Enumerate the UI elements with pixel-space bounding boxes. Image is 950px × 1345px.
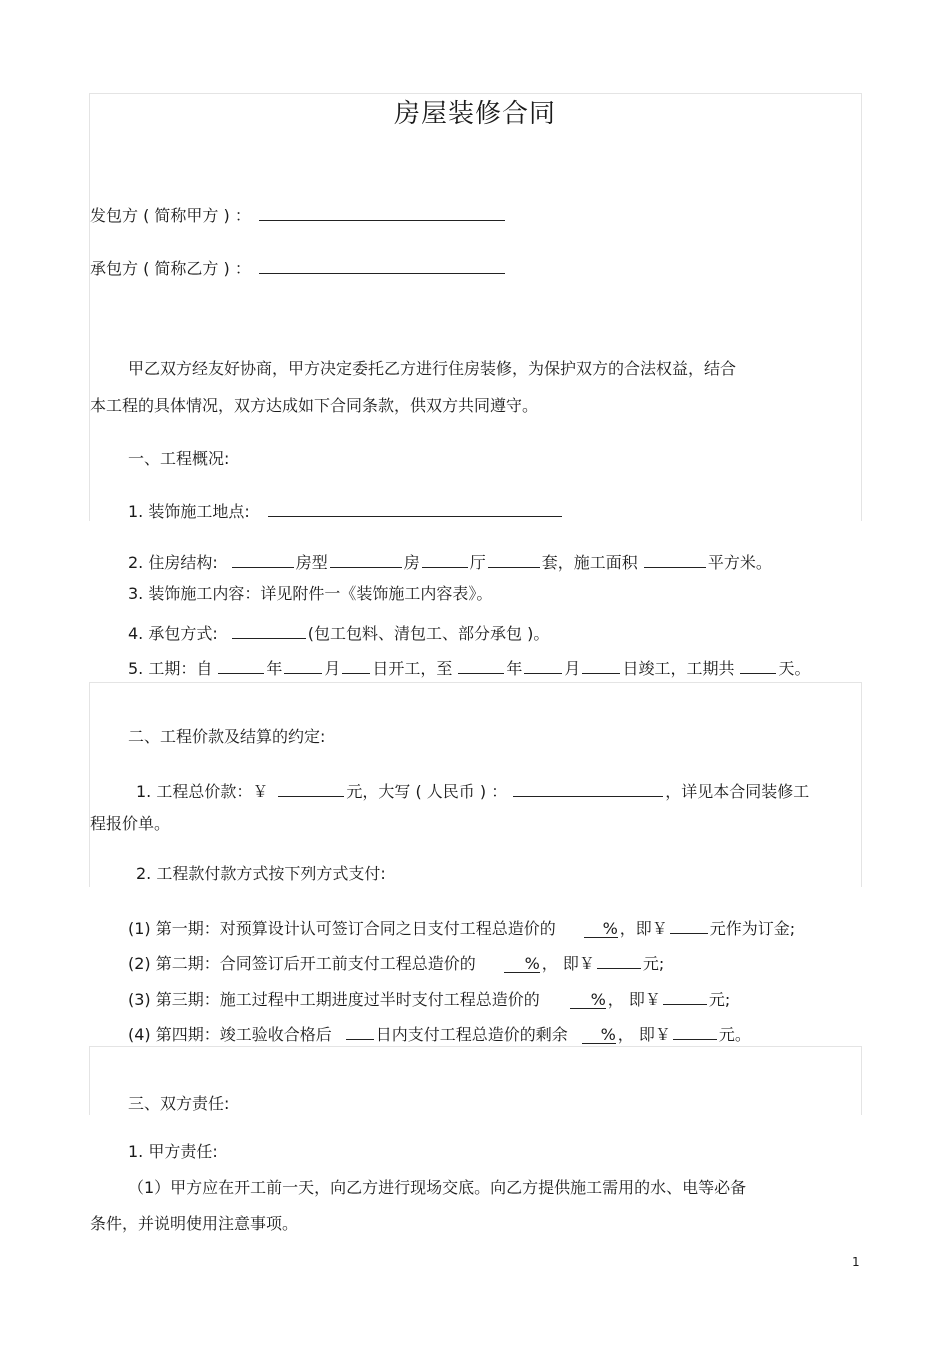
item-1-location bbox=[128, 500, 564, 520]
payment-intro: 2. 工程款付款方式按下列方式支付: bbox=[136, 864, 386, 883]
total-price-label: 1. 工程总价款：￥ bbox=[136, 782, 269, 801]
total-price-line-2: 程报价单。 bbox=[90, 814, 171, 833]
party-b-label: 承包方 ( 简称乙方 ) ： bbox=[90, 259, 251, 278]
item-5-schedule bbox=[128, 657, 810, 677]
schedule-label: 5. 工期：自 bbox=[128, 659, 213, 678]
duration-label: 天。 bbox=[778, 659, 811, 678]
total-price-words-label: 元，大写 ( 人民币 ) ： bbox=[346, 782, 508, 801]
phase-4-unit-label: 元。 bbox=[718, 1025, 751, 1044]
phase-4-percent-sign: % bbox=[600, 1025, 616, 1044]
phase-4-label: (4) 第四期：竣工验收合格后 bbox=[128, 1025, 332, 1044]
payment-phase-2 bbox=[128, 952, 664, 973]
payment-phase-4 bbox=[128, 1023, 751, 1044]
phase-1-percent-sign: % bbox=[602, 919, 618, 938]
item-4-contract-mode bbox=[128, 622, 549, 642]
section-2-heading: 二、工程价款及结算的约定: bbox=[128, 727, 326, 746]
house-type-blank[interactable] bbox=[232, 551, 294, 568]
phase-3-amount-label: ， 即￥ bbox=[607, 990, 661, 1009]
item-3-content: 3. 装饰施工内容：详见附件一《装饰施工内容表》。 bbox=[128, 584, 493, 603]
area-label: 套，施工面积 bbox=[541, 553, 638, 572]
section-1-heading: 一、工程概况: bbox=[128, 449, 230, 468]
end-year-blank[interactable] bbox=[458, 657, 504, 674]
intro-line-2: 本工程的具体情况，双方达成如下合同条款，供双方共同遵守。 bbox=[90, 396, 539, 415]
units-blank[interactable] bbox=[488, 551, 540, 568]
phase-3-unit-label: 元; bbox=[708, 990, 731, 1009]
payment-phase-1 bbox=[128, 917, 795, 938]
location-blank[interactable] bbox=[268, 500, 562, 517]
party-a-duty-1-line-1: （1）甲方应在开工前一天，向乙方进行现场交底。向乙方提供施工需用的水、电等必备 bbox=[128, 1178, 747, 1197]
phase-1-label: (1) 第一期：对预算设计认可签订合同之日支付工程总造价的 bbox=[128, 919, 556, 938]
phase-2-label: (2) 第二期：合同签订后开工前支付工程总造价的 bbox=[128, 954, 476, 973]
phase-2-amount-blank[interactable] bbox=[597, 952, 641, 969]
item-2-structure bbox=[128, 551, 772, 571]
party-b-blank[interactable] bbox=[259, 257, 505, 274]
contract-mode-options: (包工包料、清包工、部分承包 )。 bbox=[307, 624, 550, 643]
end-year-label: 年 bbox=[506, 659, 523, 678]
start-month-blank[interactable] bbox=[284, 657, 322, 674]
phase-4-percent-blank[interactable] bbox=[582, 1027, 616, 1044]
phase-1-amount-label: ，即￥ bbox=[619, 919, 668, 938]
page-number: 1 bbox=[852, 1255, 860, 1269]
phase-3-percent-sign: % bbox=[590, 990, 606, 1009]
area-blank[interactable] bbox=[644, 551, 706, 568]
party-a-blank[interactable] bbox=[259, 204, 505, 221]
phase-2-percent-blank[interactable] bbox=[504, 956, 540, 973]
start-month-label: 月 bbox=[324, 659, 341, 678]
start-day-blank[interactable] bbox=[342, 657, 370, 674]
phase-3-amount-blank[interactable] bbox=[663, 988, 707, 1005]
phase-2-amount-label: ， 即￥ bbox=[541, 954, 595, 973]
payment-phase-3 bbox=[128, 988, 730, 1009]
party-a-label: 发包方 ( 简称甲方 ) ： bbox=[90, 206, 251, 225]
party-a-line bbox=[90, 204, 507, 224]
phase-4-amount-blank[interactable] bbox=[673, 1023, 717, 1040]
phase-3-percent-blank[interactable] bbox=[570, 992, 606, 1009]
intro-line-1: 甲乙双方经友好协商，甲方决定委托乙方进行住房装修，为保护双方的合法权益，结合 bbox=[128, 359, 737, 378]
section-3-heading: 三、双方责任: bbox=[128, 1094, 230, 1113]
end-day-label: 日竣工，工期共 bbox=[622, 659, 735, 678]
phase-2-percent-sign: % bbox=[524, 954, 540, 973]
structure-label: 2. 住房结构: bbox=[128, 553, 218, 572]
end-day-blank[interactable] bbox=[582, 657, 620, 674]
phase-1-percent-blank[interactable] bbox=[584, 921, 618, 938]
phase-3-label: (3) 第三期：施工过程中工期进度过半时支付工程总造价的 bbox=[128, 990, 540, 1009]
total-price-words-blank[interactable] bbox=[513, 780, 663, 797]
party-b-line bbox=[90, 257, 507, 277]
end-month-label: 月 bbox=[564, 659, 581, 678]
halls-label: 厅 bbox=[469, 553, 486, 572]
total-price-blank[interactable] bbox=[278, 780, 344, 797]
contract-mode-label: 4. 承包方式: bbox=[128, 624, 218, 643]
duration-blank[interactable] bbox=[740, 657, 776, 674]
location-label: 1. 装饰施工地点: bbox=[128, 502, 250, 521]
contract-mode-blank[interactable] bbox=[232, 622, 306, 639]
rooms-label: 房 bbox=[403, 553, 420, 572]
total-price-line bbox=[136, 780, 809, 800]
start-day-label: 日开工，至 bbox=[372, 659, 453, 678]
start-year-label: 年 bbox=[266, 659, 283, 678]
start-year-blank[interactable] bbox=[218, 657, 264, 674]
phase-1-deposit-label: 元作为订金; bbox=[709, 919, 796, 938]
total-price-note: ，详见本合同装修工 bbox=[665, 782, 810, 801]
document-title: 房屋装修合同 bbox=[393, 99, 556, 129]
halls-blank[interactable] bbox=[422, 551, 468, 568]
phase-4-amount-label: ， 即￥ bbox=[617, 1025, 671, 1044]
phase-1-amount-blank[interactable] bbox=[670, 917, 708, 934]
phase-4-remaining-label: 日内支付工程总造价的剩余 bbox=[375, 1025, 568, 1044]
party-a-duty-1-line-2: 条件，并说明使用注意事项。 bbox=[90, 1214, 299, 1233]
phase-2-unit-label: 元; bbox=[642, 954, 665, 973]
sqm-label: 平方米。 bbox=[707, 553, 772, 572]
end-month-blank[interactable] bbox=[524, 657, 562, 674]
phase-4-days-blank[interactable] bbox=[346, 1023, 374, 1040]
rooms-blank[interactable] bbox=[330, 551, 402, 568]
house-type-label: 房型 bbox=[295, 553, 328, 572]
party-a-duties-heading: 1. 甲方责任: bbox=[128, 1142, 218, 1161]
